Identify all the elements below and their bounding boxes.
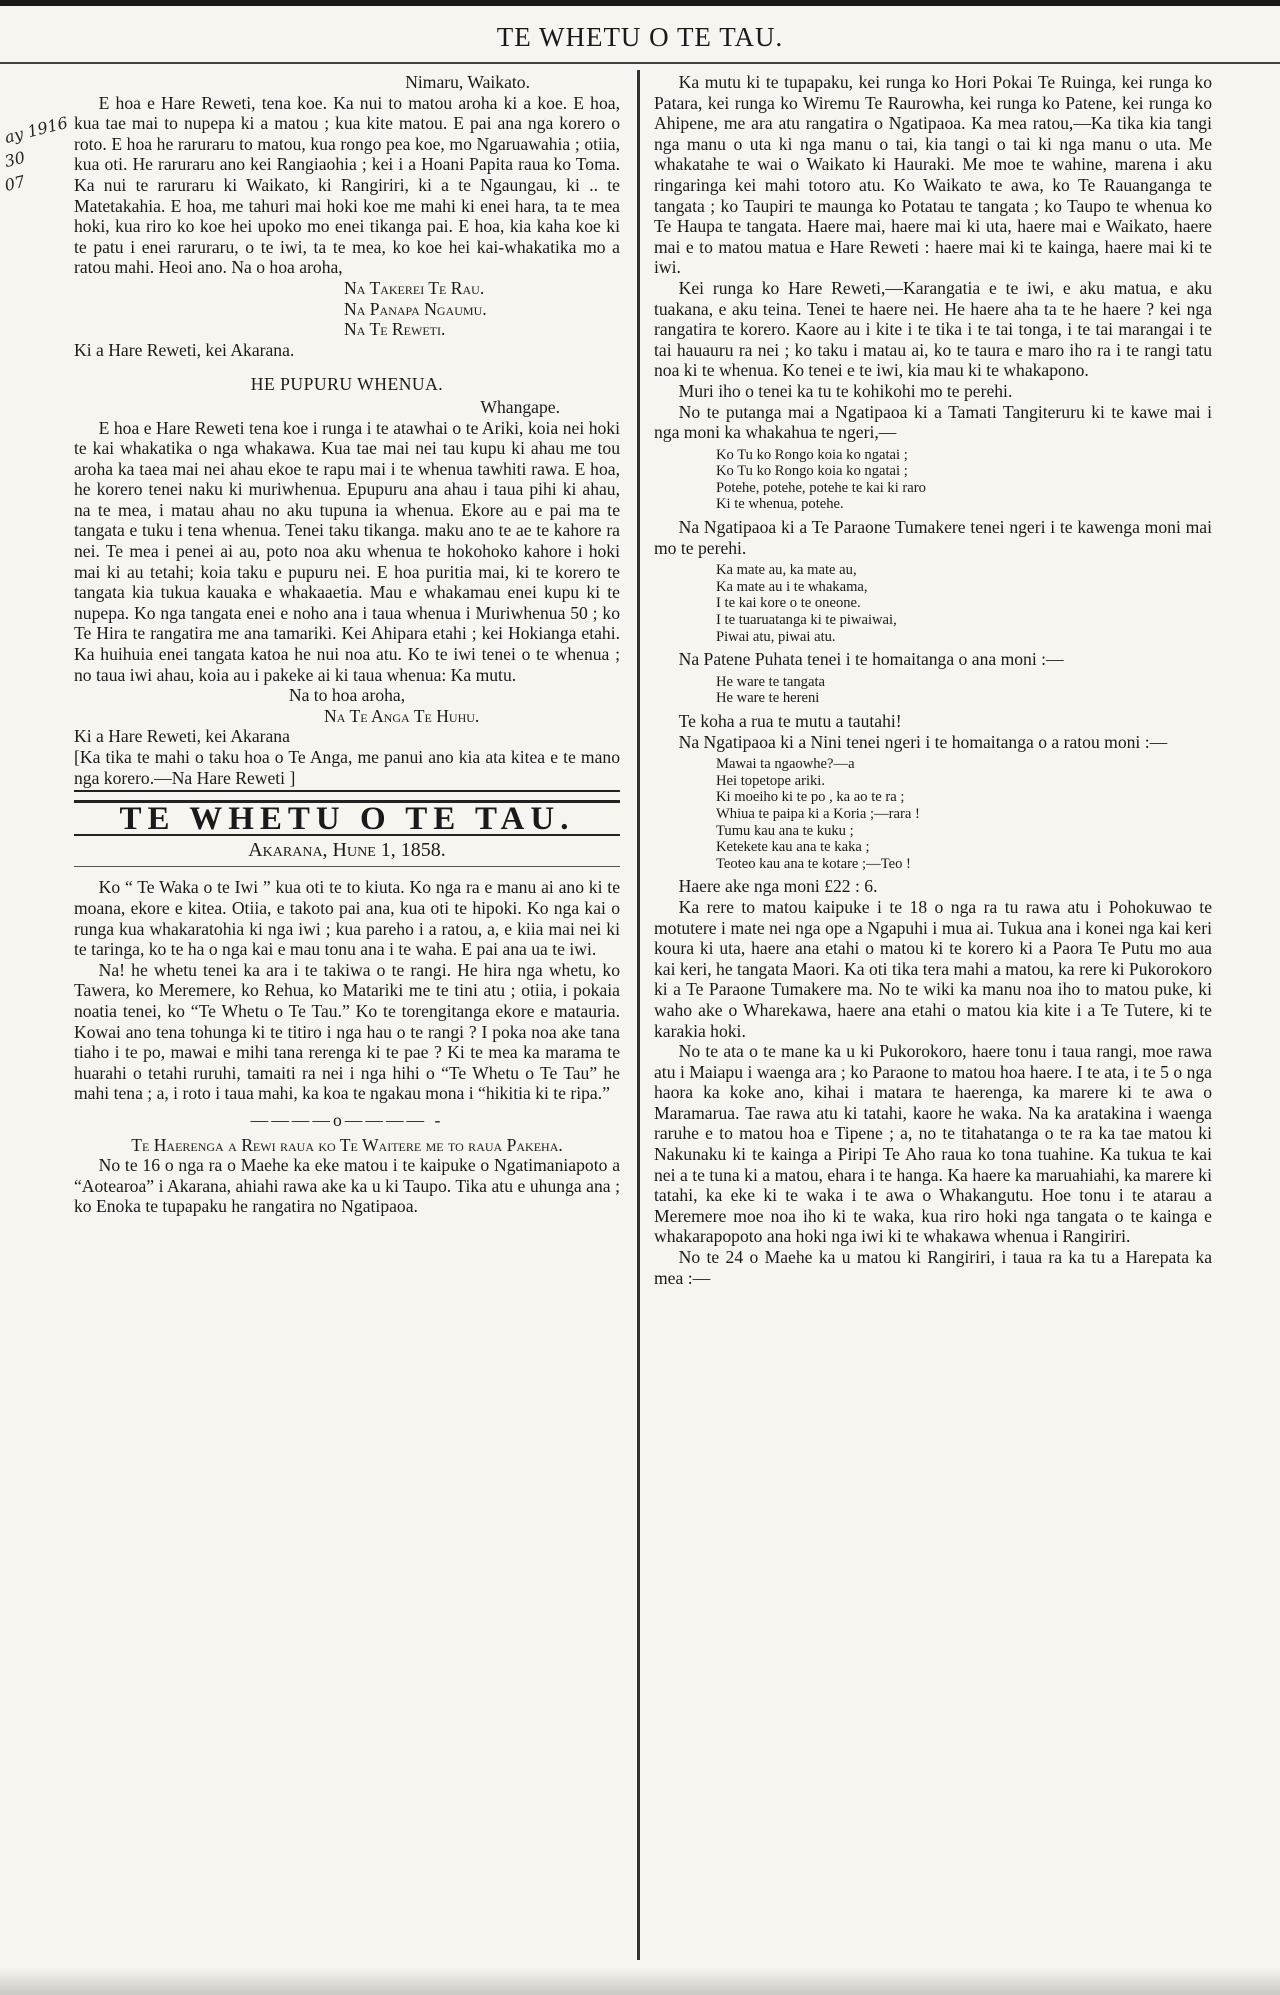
chant-line: Ko Tu ko Rongo koia ko ngatai ;: [716, 463, 908, 480]
letter2-signature: Na Te Anga Te Huhu.: [324, 705, 480, 726]
chant-block: [716, 674, 1212, 707]
letter2-title: HE PUPURU WHENUA.: [250, 374, 444, 395]
running-title: TE WHETU O TE TAU.: [496, 22, 784, 52]
scan-edge: [0, 1967, 1280, 1995]
body-paragraph: Kei runga ko Hare Reweti,—Karangatia e te iwi, e aku matua, e aku tuakana, e aku teina. Tenei te haere nei. He haere aha ta te he haere ? kei nga rangatira te korero. Kaore au i kite i te tika i te tai tonga, i te tai marangai i te tai hauauru ra nei ; ko taku i matau ai, ko te taura e maro iho ra i te rangi tatu noa ki te whenua. Ko tenei e te iwi, kia mau ki te whakapono.: [654, 277, 1212, 381]
section-divider: ————o———— -: [250, 1109, 444, 1130]
chant-line: Hei topetope ariki.: [716, 772, 826, 789]
chant-line: Ketekete kau ana te kaka ;: [716, 839, 870, 856]
body-paragraph: Na Ngatipaoa ki a Nini tenei ngeri i te homaitanga o a ratou moni :—: [678, 731, 1168, 752]
chant-line: Ko Tu ko Rongo koia ko ngatai ;: [716, 446, 908, 463]
body-paragraph: Te koha a rua te mutu a tautahi!: [678, 711, 902, 731]
editorial-paragraph: Na! he whetu tenei ka ara i te takiwa o te rangi. He hira nga whetu, ko Tawera, ko Meremere, ko Rehua, ko Matariki me te tini atu ; otiia, i pokaia noatia tenei, ko “Te Whetu o Te Tau.” Ko te torengitanga ekore e matauria. Kowai ano tena tohunga ki te titiro i nga hau o te rangi ? I poka noa ake tana tiaho i te po, mawai e mihi tana rerenga ki te pae ? Ki te mea ka marama te huarahi o tetahi ruruhi, tamaiti ra nei i nga hihi o “Te Whetu o Te Tau” he mahi tena ; a, i roto i taua mahi, ka koa te ngakau mona i “hikitia ki te ripa.”: [74, 959, 620, 1104]
chant-line: Tumu kau ana te kuku ;: [716, 822, 854, 839]
letter2-place: Whangape.: [480, 396, 560, 417]
chant-line: Whiua te paipa ki a Koria ;—rara !: [716, 805, 920, 822]
body-paragraph: No te ata o te mane ka u ki Pukorokoro, haere tonu i taua rangi, moe rawa atu i Maiapu i waenga ara ; ko Paraone to matou hoa haere. I te ata, i te 5 o nga haora ka koke ano, kihai i matara te haerenga, ka marere ki te awa o Maramarua. Tae rawa atu ki tatahi, kaore he waka. Na ka aratakina i waenga raruhe e to matou hoa e Tipene ; a, no te titahatanga o te ra ka tae matou ki Nakunaku ki te kainga a Piripi Te Aho raua ko tona tuahine. Ka tukua te kai nei a te tuna ki a matou, ehara i te hanga. Ka haere ka maruahiahi, ka marere ki tatahi, ka eke ki te waka i te awa o Whakangutu. Hoe tonu i te atarau a Meremere moe noa iho ki te waka, kua riro hoki nga tangata o te kainga e whakarapopoto ana hoki nga iwi ki te whakawa whenua i Rangiriri.: [654, 1041, 1212, 1247]
chant-line: Mawai ta ngaowhe?—a: [716, 756, 855, 773]
letter2-body: E hoa e Hare Reweti tena koe i runga i te atawhai o te Ariki, koia nei hoki te kai whakatika o nga whakawa. Kua tae mai nei tau kupu ki ahau me tou aroha ka taea mai nei ahau ekoe te rapu mai i te whenua tawhiti rawa. E hoa, he korero tenei naku ki muriwhenua. Epupuru ana ahau i taua pihi ki ahau, na te mea, i matau ahau no aku tupuna ia whenua. Ekore au e pai ma te tangata e tuku i tena whenua. Tenei taku tikanga. maku ano te ae te kahore ra nei. Te mea i penei ai au, poto noa aku whenua te hokohoko kahore i hoki mai ki au tetahi; koia taku e pupuru nei. E hoa puritia mai, ki te korero te tangata kia tukua kauaka e whakaaetia. Mau e whakamau enei kupu ki te nupepa. Ko nga tangata enei e noho ana i taua whenua i Muriwhenua 50 ; ko Te Hira te rangatira me ana tamariki. Kei Ahipara etahi ; kei Hokianga etahi. Ka huihuia enei tangata katoa he nui noa atu. Ko te iwi tenei o te whenua ; no taua iwi ahau, koia au i pakeke ai ki taua whenua: Ka mutu.: [74, 417, 620, 685]
right-column: [654, 72, 1212, 1288]
body-paragraph: Muri iho o tenei ka tu te kohikohi mo te perehi.: [678, 380, 1013, 401]
letter1-signature: Na Te Reweti.: [344, 319, 446, 340]
body-paragraph: Haere ake nga moni £22 : 6.: [678, 876, 878, 897]
chant-line: He ware te tangata: [716, 673, 825, 690]
body-paragraph: No te 24 o Maehe ka u matou ki Rangiriri, i taua ra ka tu a Harepata ka mea :—: [654, 1247, 1212, 1288]
letter1-body: E hoa e Hare Reweti, tena koe. Ka nui to matou aroha ki a koe. E hoa, kua tae mai to nupepa ki a matou ; kua kite matou. E pai ana nga korero o roto. E hoa he raruraru to matou, kua rongo pea koe, mo Ngaruawahia ; otiia, kua oti. He raruraru ano kei Rangiaohia ; kei i a Hoani Papita raua ko Toma. Ka nui te raruraru ki Waikato, ki Rangiriri, ki a te Ngaungau, ki .. te Matetakahia. E hoa, me tahuri mai hoki koe me mahi ki enei hara, ta te mea hoki, kua riro ko koe hei upoko mo enei tikanga pai. E hoa, kia kaha koe ki te patu i enei raruraru, o te iwi, ta te mea, ko koe hei kai-whakatika mo a ratou mahi. Heoi ano. Na o hoa aroha,: [74, 92, 620, 278]
letter1-signature: Na Panapa Ngaumu.: [344, 298, 487, 319]
chant-line: Piwai atu, piwai atu.: [716, 628, 836, 645]
body-paragraph: Ka rere to matou kaipuke i te 18 o nga ra tu rawa atu i Pohokuwao te motutere i mate nei nga ope a Ngapuhi i mua ai. Tukua ana i konei nga kai keri koura ki uta, haere ana etahi o matou ki te korero ki a Paora Te Putu mo aua kai keri, he tangata Maori. Ka oti tika tera mahi a matou, ka rere ki Pukorokoro ki a Te Paraone Tumakere ma. No te wiki ka manu noa iho to matou puke, ki waho ake o Wharekawa, haere ana etahi o matou kia kite i a Te Tutere, ki te karakia hoki.: [654, 896, 1212, 1041]
chant-line: Ka mate au i te whakama,: [716, 578, 868, 595]
letter1-address: Ki a Hare Reweti, kei Akarana.: [74, 339, 295, 360]
margin-note-line: 07: [2, 171, 27, 195]
letter2-address: Ki a Hare Reweti, kei Akarana: [74, 726, 290, 747]
column-divider: [637, 70, 640, 1960]
dateline: Akarana, Hune 1, 1858.: [74, 840, 620, 868]
editorial-paragraph: Ko “ Te Waka o te Iwi ” kua oti te to kiuta. Ko nga ra e manu ai ano ki te moana, ekore e kitea. Otiia, e takoto pai ana, kua oti te hipoki. Ko nga kai o runga kua whakaratohia ki nga iwi ; kua pareho i a ratou, a, e kiia mai nei ki te taringa, ko te ha o nga kai e mau tonu ana i te waha. E pai ana ua te iwi.: [74, 877, 620, 960]
letter1-place: Nimaru, Waikato.: [405, 72, 530, 92]
top-rule: [0, 0, 1280, 6]
editor-note: [Ka tika te mahi o taku hoa o Te Anga, me panui ano kia ata kitea e te mano nga korero.—Na Hare Reweti ]: [74, 747, 620, 792]
chant-line: Teoteo kau ana te kotare ;—Teo !: [716, 855, 911, 872]
chant-line: I te kai kore o te oneone.: [716, 595, 861, 612]
left-column: [74, 72, 620, 1217]
header-rule: [0, 62, 1280, 64]
travel-paragraph: No te 16 o nga ra o Maehe ka eke matou i te kaipuke o Ngatimaniapoto a “Aotearoa” i Akarana, ahiahi rawa ake ka u ki Taupo. Tika atu e uhunga ana ; ko Enoka te tupapaku he rangatira no Ngatipaoa.: [74, 1155, 620, 1217]
chant-line: Ki te whenua, potehe.: [716, 496, 844, 513]
chant-block: [716, 447, 1212, 513]
chant-line: He ware te hereni: [716, 690, 820, 707]
letter2-closing: Na to hoa aroha,: [288, 685, 406, 706]
body-paragraph: Na Ngatipaoa ki a Te Paraone Tumakere tenei ngeri i te kawenga moni mai mo te perehi.: [654, 517, 1212, 558]
body-paragraph: Ka mutu ki te tupapaku, kei runga ko Hori Pokai Te Ruinga, kei runga ko Patara, kei runga ko Wiremu Te Raurowha, kei runga ko Patene, kei runga ko Ahipene, me ara atu rangatira o Ngatipaoa. Ka mea ratou,—Ka tika kia tangi nga manu o uta ki nga manu o tai, kia tangi o tai ki nga manu o uta. Me whakatahe te wai o Waikato ki Hauraki. Me moe te wahine, marena i aku ringaringa kei mahi totoro atu. Ko Waikato te awa, ko Te Rauanganga te tangata ; ko Taupiri te maunga ko Potatau te tangata ; ko Taupo te whenua ko Te Haupa te tangata. Haere mai, haere mai ki uta, haere mai e Waikato, haere mai e to matou matua e Hare Reweti : haere mai ki te kainga, haere mai ki te iwi.: [654, 72, 1212, 278]
chant-line: Potehe, potehe, potehe te kai ki raro: [716, 479, 926, 496]
margin-note-line: ay 1916: [2, 112, 70, 147]
chant-block: [716, 562, 1212, 645]
chant-line: Ki moeiho ki te po , ka ao te ra ;: [716, 789, 905, 806]
body-paragraph: No te putanga mai a Ngatipaoa ki a Tamati Tangiteruru ki te kawe mai i nga moni ka whakahua te ngeri,—: [654, 401, 1212, 443]
chant-line: Ka mate au, ka mate au,: [716, 562, 857, 579]
margin-note-line: 30: [2, 147, 27, 171]
travel-section-title: Te Haerenga a Rewi raua ko Te Waitere me to raua Pakeha.: [131, 1134, 563, 1155]
chant-line: I te tuaruatanga ki te piwaiwai,: [716, 612, 897, 629]
chant-block: [716, 756, 1212, 872]
masthead: TE WHETU O TE TAU.: [74, 800, 620, 836]
letter1-signature: Na Takerei Te Rau.: [344, 277, 485, 298]
handwritten-margin-note: [2, 112, 72, 195]
body-paragraph: Na Patene Puhata tenei i te homaitanga o ana moni :—: [678, 649, 1064, 670]
